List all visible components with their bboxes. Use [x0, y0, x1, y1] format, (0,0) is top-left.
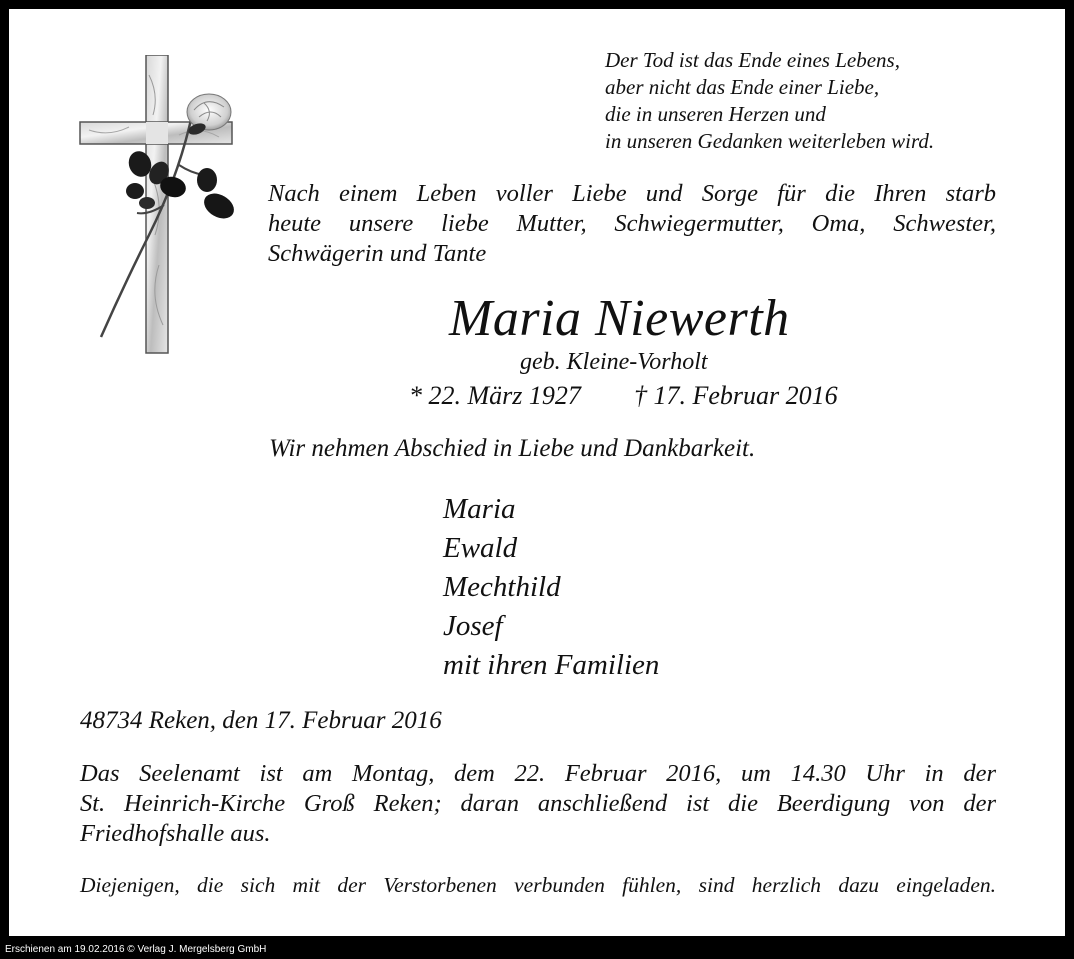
birth-date: * 22. März 1927: [409, 381, 581, 410]
mourner: Ewald: [443, 532, 518, 564]
farewell-text: Wir nehmen Abschied in Liebe und Dankbarkeit.: [269, 435, 756, 462]
service-line: Das Seelenamt ist am Montag, dem 22. Februar 2016, um 14.30 Uhr in der: [80, 760, 996, 787]
intro-line: Schwägerin und Tante: [268, 240, 487, 267]
quote-line: aber nicht das Ende einer Liebe,: [605, 75, 880, 99]
service-line: Friedhofshalle aus.: [80, 820, 271, 847]
quote-line: Der Tod ist das Ende eines Lebens,: [605, 48, 900, 72]
mourner: Josef: [443, 610, 503, 642]
mourner: mit ihren Familien: [443, 649, 660, 681]
quote: [605, 47, 934, 155]
quote-line: in unseren Gedanken weiterleben wird.: [605, 129, 935, 153]
cross-with-rose-icon: [79, 55, 244, 355]
death-date: † 17. Februar 2016: [634, 381, 838, 410]
obituary-notice: [9, 9, 1065, 936]
mourner: Mechthild: [443, 571, 561, 603]
publication-footer: Erschienen am 19.02.2016 © Verlag J. Mergelsberg GmbH: [5, 944, 267, 955]
service-line: St. Heinrich-Kirche Groß Reken; daran anschließend ist die Beerdigung von der: [80, 790, 996, 817]
intro-line: Nach einem Leben voller Liebe und Sorge für die Ihren starb: [268, 180, 996, 207]
quote-line: die in unseren Herzen und: [605, 102, 826, 126]
mourners-list: [443, 490, 659, 685]
place-and-date: 48734 Reken, den 17. Februar 2016: [80, 707, 442, 734]
intro-line: heute unsere liebe Mutter, Schwiegermutter, Oma, Schwester,: [268, 210, 996, 237]
service-details: [80, 759, 996, 849]
deceased-name: Maria Niewerth: [449, 290, 790, 347]
intro-text: [268, 179, 996, 269]
mourner: Maria: [443, 493, 516, 525]
maiden-name: geb. Kleine-Vorholt: [520, 349, 708, 375]
invitation-text: Diejenigen, die sich mit der Verstorbenen verbunden fühlen, sind herzlich dazu eingeladen.: [80, 873, 996, 897]
